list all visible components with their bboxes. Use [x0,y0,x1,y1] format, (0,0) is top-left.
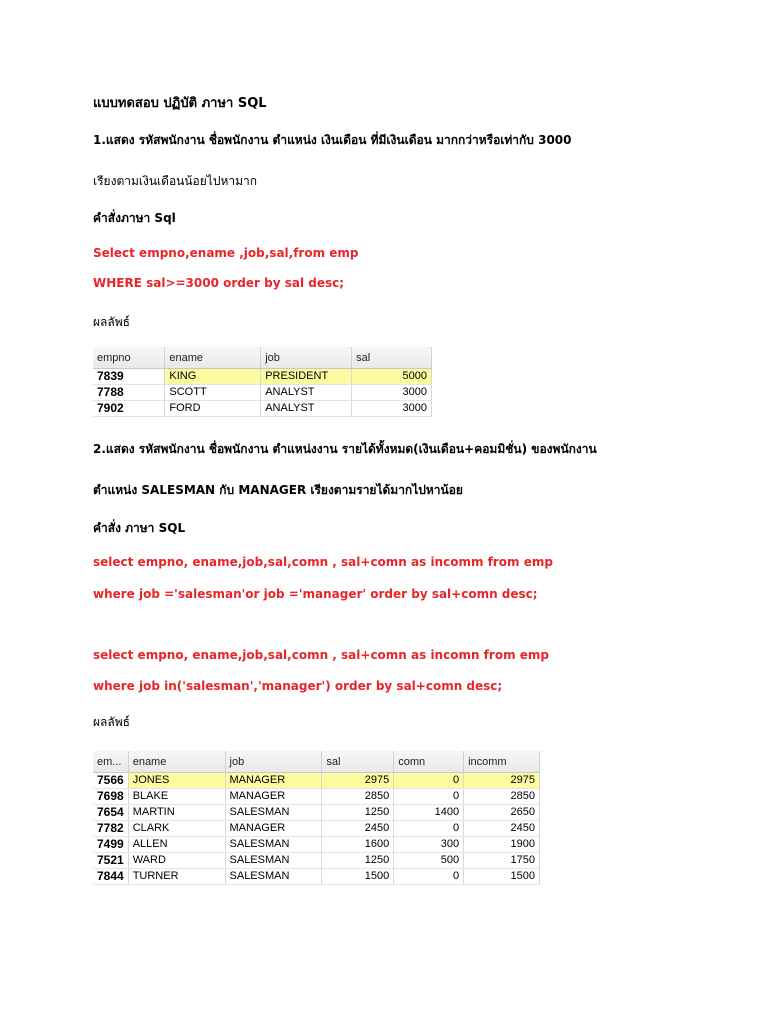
table-header-row [93,347,432,369]
table-cell: ALLEN [128,837,225,853]
table-cell: SALESMAN [225,837,322,853]
table-cell: FORD [165,401,261,417]
table-row[interactable] [93,805,540,821]
table-cell: 7839 [93,369,165,385]
table-row[interactable] [93,853,540,869]
table-cell: 1400 [394,805,464,821]
table-cell: 1600 [322,837,394,853]
table-cell: 1500 [322,869,394,885]
q2-sql-line3: select empno, ename,job,sal,comn , sal+comn as incomn from emp [93,648,549,662]
table-cell: 1750 [464,853,540,869]
table-cell: MANAGER [225,773,322,789]
table-cell: 7499 [93,837,128,853]
table-row[interactable] [93,369,432,385]
table-cell: 2850 [464,789,540,805]
table-cell: MARTIN [128,805,225,821]
q1-command-label: คำสั่งภาษา Sql [93,211,176,225]
table-header-row [93,751,540,773]
table-cell: 0 [394,789,464,805]
table-cell: ANALYST [261,385,352,401]
column-header[interactable]: job [225,751,322,773]
table-cell: 2975 [464,773,540,789]
table-cell: SALESMAN [225,805,322,821]
table-cell: 7698 [93,789,128,805]
column-header[interactable]: job [261,347,352,369]
table-cell: 0 [394,773,464,789]
column-header[interactable]: incomm [464,751,540,773]
table-cell: 1900 [464,837,540,853]
table-row[interactable] [93,401,432,417]
table-cell: 7902 [93,401,165,417]
q2-sql-line2: where job ='salesman'or job ='manager' order by sal+comn desc; [93,587,538,601]
table-cell: 7788 [93,385,165,401]
table-cell: 7782 [93,821,128,837]
table-row[interactable] [93,869,540,885]
q1-sql-line1: Select empno,ename ,job,sal,from emp [93,246,359,260]
q1-line1: 1.แสดง รหัสพนักงาน ชื่อพนักงาน ตำแหน่ง เงินเดือน ที่มีเงินเดือน มากกว่าหรือเท่ากับ 3000 [93,133,572,147]
table-cell: 3000 [352,401,432,417]
column-header[interactable]: ename [165,347,261,369]
q2-result-label: ผลลัพธ์ [93,715,130,729]
table-cell: ANALYST [261,401,352,417]
table-cell: SCOTT [165,385,261,401]
q1-result-table [93,347,432,417]
table-cell: TURNER [128,869,225,885]
table-row[interactable] [93,837,540,853]
table-cell: 2850 [322,789,394,805]
column-header[interactable]: em... [93,751,128,773]
table-cell: 7566 [93,773,128,789]
column-header[interactable]: sal [352,347,432,369]
q1-sql-line2: WHERE sal>=3000 order by sal desc; [93,276,345,290]
table-cell: 2450 [464,821,540,837]
table-row[interactable] [93,789,540,805]
page-title: แบบทดสอบ ปฏิบัติ ภาษา SQL [93,96,267,111]
table-cell: 1250 [322,853,394,869]
q2-result-table [93,751,540,885]
table-cell: KING [165,369,261,385]
table-cell: 7844 [93,869,128,885]
table-cell: 1500 [464,869,540,885]
q2-line1: 2.แสดง รหัสพนักงาน ชื่อพนักงาน ตำแหน่งงาน รายได้ทั้งหมด(เงินเดือน+คอมมิชั่น) ของพนักงาน [93,442,597,456]
table-cell: 300 [394,837,464,853]
column-header[interactable]: sal [322,751,394,773]
table-cell: JONES [128,773,225,789]
table-cell: 500 [394,853,464,869]
table-row[interactable] [93,773,540,789]
table-cell: BLAKE [128,789,225,805]
table-cell: 2450 [322,821,394,837]
q2-command-label: คำสั่ง ภาษา SQL [93,521,186,535]
table-cell: CLARK [128,821,225,837]
table-cell: 1250 [322,805,394,821]
q2-line2: ตำแหน่ง SALESMAN กับ MANAGER เรียงตามรายได้มากไปหาน้อย [93,483,463,497]
q1-line2: เรียงตามเงินเดือนน้อยไปหามาก [93,174,258,188]
column-header[interactable]: comn [394,751,464,773]
table-cell: SALESMAN [225,853,322,869]
table-row[interactable] [93,821,540,837]
table-cell: 2650 [464,805,540,821]
column-header[interactable]: empno [93,347,165,369]
table-row[interactable] [93,385,432,401]
table-cell: WARD [128,853,225,869]
table-cell: 0 [394,869,464,885]
column-header[interactable]: ename [128,751,225,773]
table-cell: 3000 [352,385,432,401]
table-cell: 0 [394,821,464,837]
table-cell: PRESIDENT [261,369,352,385]
table-cell: MANAGER [225,821,322,837]
table-cell: 7654 [93,805,128,821]
table-cell: 2975 [322,773,394,789]
table-cell: 7521 [93,853,128,869]
table-cell: MANAGER [225,789,322,805]
q2-sql-line1: select empno, ename,job,sal,comn , sal+comn as incomm from emp [93,555,553,569]
table-cell: 5000 [352,369,432,385]
table-cell: SALESMAN [225,869,322,885]
q2-sql-line4: where job in('salesman','manager') order by sal+comn desc; [93,679,503,693]
q1-result-label: ผลลัพธ์ [93,315,130,329]
